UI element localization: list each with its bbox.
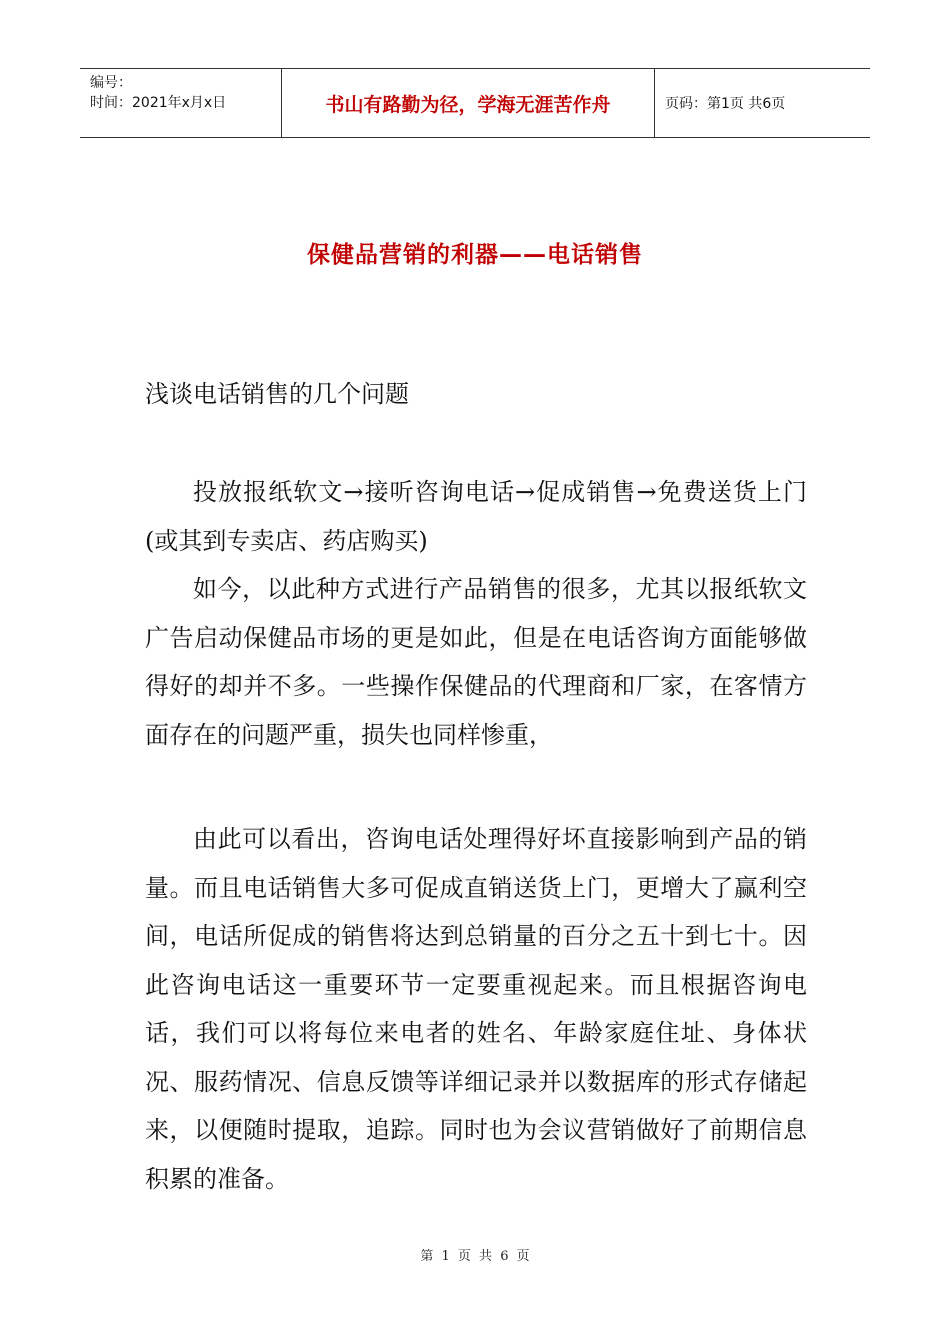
paragraph-text: 如今，以此种方式进行产品销售的很多，尤其以报纸软文广告启动保健品市场的更是如此，但是在电话咨询方面能够做得好的却并不多。一些操作保健品的代理商和厂家，在客情方面存在的问题严重，损失也同样惨重， xyxy=(145,575,807,749)
document-time: 时间：2021年x月x日 xyxy=(90,95,227,111)
header-meta xyxy=(80,69,282,137)
paragraph-text: 投放报纸软文→接听咨询电话→促成销售→免费送货上门(或其到专卖店、药店购买) xyxy=(145,478,807,555)
body-paragraph-2 xyxy=(145,565,807,759)
paragraph-text: 由此可以看出，咨询电话处理得好坏直接影响到产品的销量。而且电话销售大多可促成直销送货上门，更增大了赢利空间，电话所促成的销售将达到总销量的百分之五十到七十。因此咨询电话这一重要环节一定要重视起来。而且根据咨询电话，我们可以将每位来电者的姓名、年龄家庭住址、身体状况、服药情况、信息反馈等详细记录并以数据库的形式存储起来，以便随时提取，追踪。同时也为会议营销做好了前期信息积累的准备。 xyxy=(145,825,807,1193)
page-footer: 第 1 页 共 6 页 xyxy=(420,1249,530,1264)
document-title: 保健品营销的利器——电话销售 xyxy=(307,242,643,268)
header-page-info: 页码：第1页 共6页 xyxy=(665,96,786,112)
body-paragraph-3 xyxy=(145,815,807,1203)
body-paragraph-1 xyxy=(145,468,807,565)
header-motto: 书山有路勤为径，学海无涯苦作舟 xyxy=(282,69,655,137)
page-header xyxy=(80,68,870,138)
document-number: 编号： xyxy=(90,75,132,91)
document-subtitle: 浅谈电话销售的几个问题 xyxy=(145,380,409,408)
